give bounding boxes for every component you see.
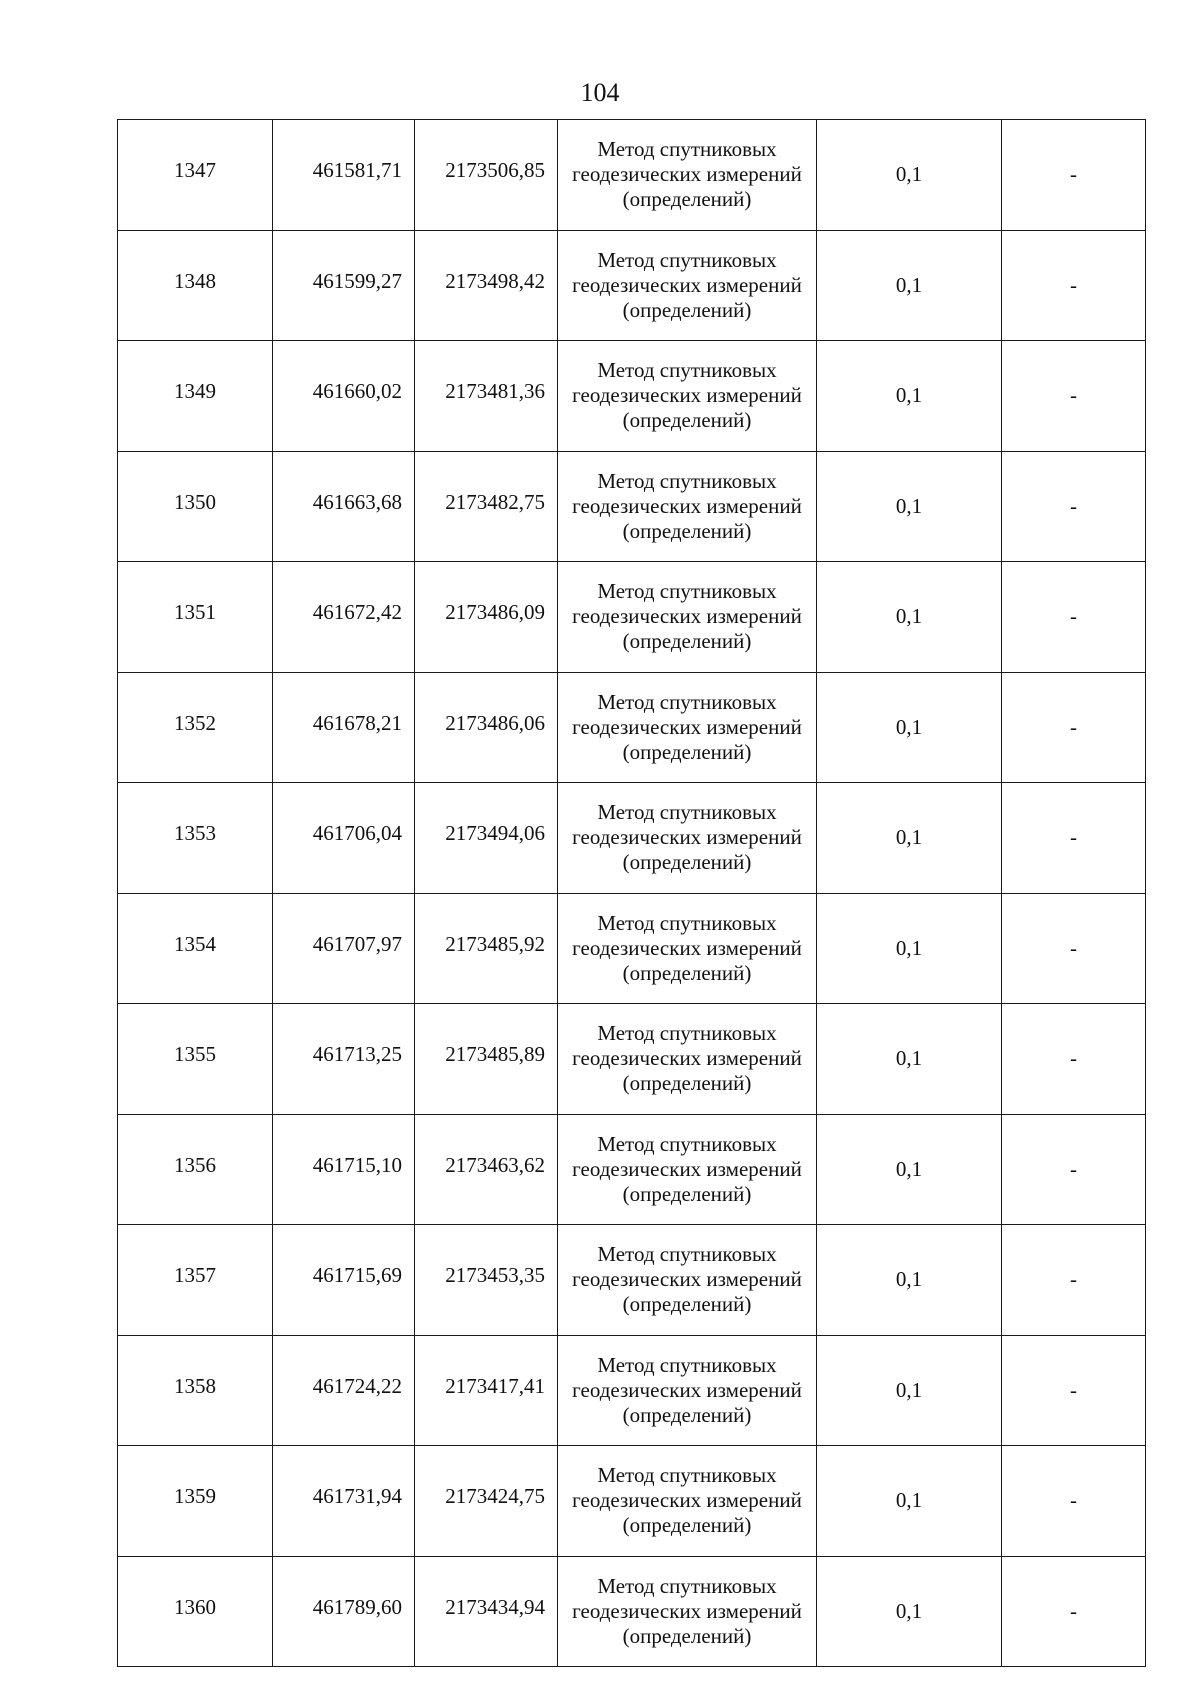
point-number-cell: 1347 (118, 120, 273, 231)
method-cell (558, 1556, 817, 1667)
accuracy-cell: 0,1 (817, 1446, 1002, 1557)
method-text-line: (определений) (622, 629, 752, 654)
accuracy-cell: 0,1 (817, 1225, 1002, 1336)
y-coordinate-cell: 2173463,62 (415, 1114, 558, 1225)
point-number-cell: 1352 (118, 672, 273, 783)
x-coordinate-cell: 461707,97 (273, 893, 415, 1004)
method-cell (558, 562, 817, 673)
method-text-line: геодезических измерений (572, 935, 802, 960)
y-coordinate-cell: 2173453,35 (415, 1225, 558, 1336)
method-text-line: Метод спутниковых (597, 689, 777, 714)
accuracy-cell: 0,1 (817, 230, 1002, 341)
point-number-cell: 1351 (118, 562, 273, 673)
accuracy-cell: 0,1 (817, 672, 1002, 783)
description-cell: - (1002, 1335, 1146, 1446)
description-cell: - (1002, 893, 1146, 1004)
accuracy-cell: 0,1 (817, 341, 1002, 452)
method-text-line: (определений) (622, 739, 752, 764)
method-text-line: (определений) (622, 1513, 752, 1538)
y-coordinate-cell: 2173506,85 (415, 120, 558, 231)
method-text-line: геодезических измерений (572, 1377, 802, 1402)
point-number-cell: 1356 (118, 1114, 273, 1225)
method-text-line: геодезических измерений (572, 272, 802, 297)
x-coordinate-cell: 461660,02 (273, 341, 415, 452)
point-number-cell: 1350 (118, 451, 273, 562)
method-text-line: Метод спутниковых (597, 1242, 777, 1267)
y-coordinate-cell: 2173485,92 (415, 893, 558, 1004)
table-row (118, 893, 1146, 1004)
method-cell (558, 120, 817, 231)
method-text-line: (определений) (622, 187, 752, 212)
method-text-line: геодезических измерений (572, 1267, 802, 1292)
description-cell: - (1002, 1114, 1146, 1225)
x-coordinate-cell: 461715,69 (273, 1225, 415, 1336)
accuracy-cell: 0,1 (817, 451, 1002, 562)
method-text-line: (определений) (622, 850, 752, 875)
x-coordinate-cell: 461672,42 (273, 562, 415, 673)
table-row (118, 562, 1146, 673)
y-coordinate-cell: 2173424,75 (415, 1446, 558, 1557)
method-text-line: геодезических измерений (572, 1488, 802, 1513)
method-text-line: геодезических измерений (572, 604, 802, 629)
method-cell (558, 451, 817, 562)
method-text-line: Метод спутниковых (597, 1463, 777, 1488)
method-text-line: (определений) (622, 1292, 752, 1317)
description-cell: - (1002, 451, 1146, 562)
table-row (118, 1446, 1146, 1557)
method-text-line: (определений) (622, 408, 752, 433)
method-text-line: геодезических измерений (572, 1046, 802, 1071)
description-cell: - (1002, 1225, 1146, 1336)
x-coordinate-cell: 461599,27 (273, 230, 415, 341)
method-cell (558, 1225, 817, 1336)
description-cell: - (1002, 562, 1146, 673)
x-coordinate-cell: 461581,71 (273, 120, 415, 231)
description-cell: - (1002, 341, 1146, 452)
method-text-line: (определений) (622, 960, 752, 985)
table-body (118, 120, 1146, 1667)
accuracy-cell: 0,1 (817, 1556, 1002, 1667)
method-cell (558, 1446, 817, 1557)
y-coordinate-cell: 2173486,06 (415, 672, 558, 783)
method-text-line: Метод спутниковых (597, 468, 777, 493)
method-text-line: геодезических измерений (572, 383, 802, 408)
method-text-line: геодезических измерений (572, 162, 802, 187)
page-number: 104 (580, 78, 620, 107)
point-number-cell: 1360 (118, 1556, 273, 1667)
method-text-line: Метод спутниковых (597, 1352, 777, 1377)
table-row (118, 1335, 1146, 1446)
method-cell (558, 341, 817, 452)
accuracy-cell: 0,1 (817, 893, 1002, 1004)
description-cell: - (1002, 120, 1146, 231)
method-cell (558, 893, 817, 1004)
description-cell: - (1002, 1004, 1146, 1115)
description-cell: - (1002, 672, 1146, 783)
method-text-line: (определений) (622, 1181, 752, 1206)
y-coordinate-cell: 2173494,06 (415, 783, 558, 894)
method-text-line: (определений) (622, 1623, 752, 1648)
method-text-line: Метод спутниковых (597, 358, 777, 383)
table-row (118, 672, 1146, 783)
accuracy-cell: 0,1 (817, 562, 1002, 673)
x-coordinate-cell: 461789,60 (273, 1556, 415, 1667)
method-text-line: (определений) (622, 518, 752, 543)
description-cell: - (1002, 783, 1146, 894)
accuracy-cell: 0,1 (817, 120, 1002, 231)
coordinates-table (117, 119, 1146, 1667)
method-cell (558, 672, 817, 783)
accuracy-cell: 0,1 (817, 1004, 1002, 1115)
description-cell: - (1002, 1556, 1146, 1667)
y-coordinate-cell: 2173417,41 (415, 1335, 558, 1446)
accuracy-cell: 0,1 (817, 1114, 1002, 1225)
point-number-cell: 1354 (118, 893, 273, 1004)
point-number-cell: 1348 (118, 230, 273, 341)
method-text-line: Метод спутниковых (597, 800, 777, 825)
point-number-cell: 1358 (118, 1335, 273, 1446)
method-text-line: Метод спутниковых (597, 137, 777, 162)
point-number-cell: 1357 (118, 1225, 273, 1336)
table-row (118, 1225, 1146, 1336)
method-cell (558, 1004, 817, 1115)
x-coordinate-cell: 461663,68 (273, 451, 415, 562)
accuracy-cell: 0,1 (817, 783, 1002, 894)
method-cell (558, 230, 817, 341)
method-cell (558, 783, 817, 894)
point-number-cell: 1349 (118, 341, 273, 452)
description-cell: - (1002, 1446, 1146, 1557)
table-row (118, 1556, 1146, 1667)
point-number-cell: 1353 (118, 783, 273, 894)
x-coordinate-cell: 461724,22 (273, 1335, 415, 1446)
table-row (118, 451, 1146, 562)
y-coordinate-cell: 2173485,89 (415, 1004, 558, 1115)
method-text-line: Метод спутниковых (597, 1021, 777, 1046)
accuracy-cell: 0,1 (817, 1335, 1002, 1446)
method-cell (558, 1114, 817, 1225)
method-text-line: (определений) (622, 297, 752, 322)
description-cell: - (1002, 230, 1146, 341)
method-text-line: Метод спутниковых (597, 910, 777, 935)
method-text-line: геодезических измерений (572, 825, 802, 850)
method-text-line: (определений) (622, 1071, 752, 1096)
point-number-cell: 1359 (118, 1446, 273, 1557)
method-text-line: Метод спутниковых (597, 579, 777, 604)
y-coordinate-cell: 2173482,75 (415, 451, 558, 562)
point-number-cell: 1355 (118, 1004, 273, 1115)
method-cell (558, 1335, 817, 1446)
method-text-line: Метод спутниковых (597, 1573, 777, 1598)
table-row (118, 341, 1146, 452)
table-row (118, 1004, 1146, 1115)
method-text-line: геодезических измерений (572, 714, 802, 739)
method-text-line: геодезических измерений (572, 1156, 802, 1181)
y-coordinate-cell: 2173481,36 (415, 341, 558, 452)
method-text-line: геодезических измерений (572, 1598, 802, 1623)
y-coordinate-cell: 2173434,94 (415, 1556, 558, 1667)
table-row (118, 230, 1146, 341)
x-coordinate-cell: 461678,21 (273, 672, 415, 783)
table-row (118, 783, 1146, 894)
x-coordinate-cell: 461713,25 (273, 1004, 415, 1115)
x-coordinate-cell: 461715,10 (273, 1114, 415, 1225)
x-coordinate-cell: 461731,94 (273, 1446, 415, 1557)
y-coordinate-cell: 2173486,09 (415, 562, 558, 673)
y-coordinate-cell: 2173498,42 (415, 230, 558, 341)
method-text-line: Метод спутниковых (597, 1131, 777, 1156)
method-text-line: Метод спутниковых (597, 247, 777, 272)
table-row (118, 120, 1146, 231)
method-text-line: геодезических измерений (572, 493, 802, 518)
method-text-line: (определений) (622, 1402, 752, 1427)
x-coordinate-cell: 461706,04 (273, 783, 415, 894)
table-row (118, 1114, 1146, 1225)
